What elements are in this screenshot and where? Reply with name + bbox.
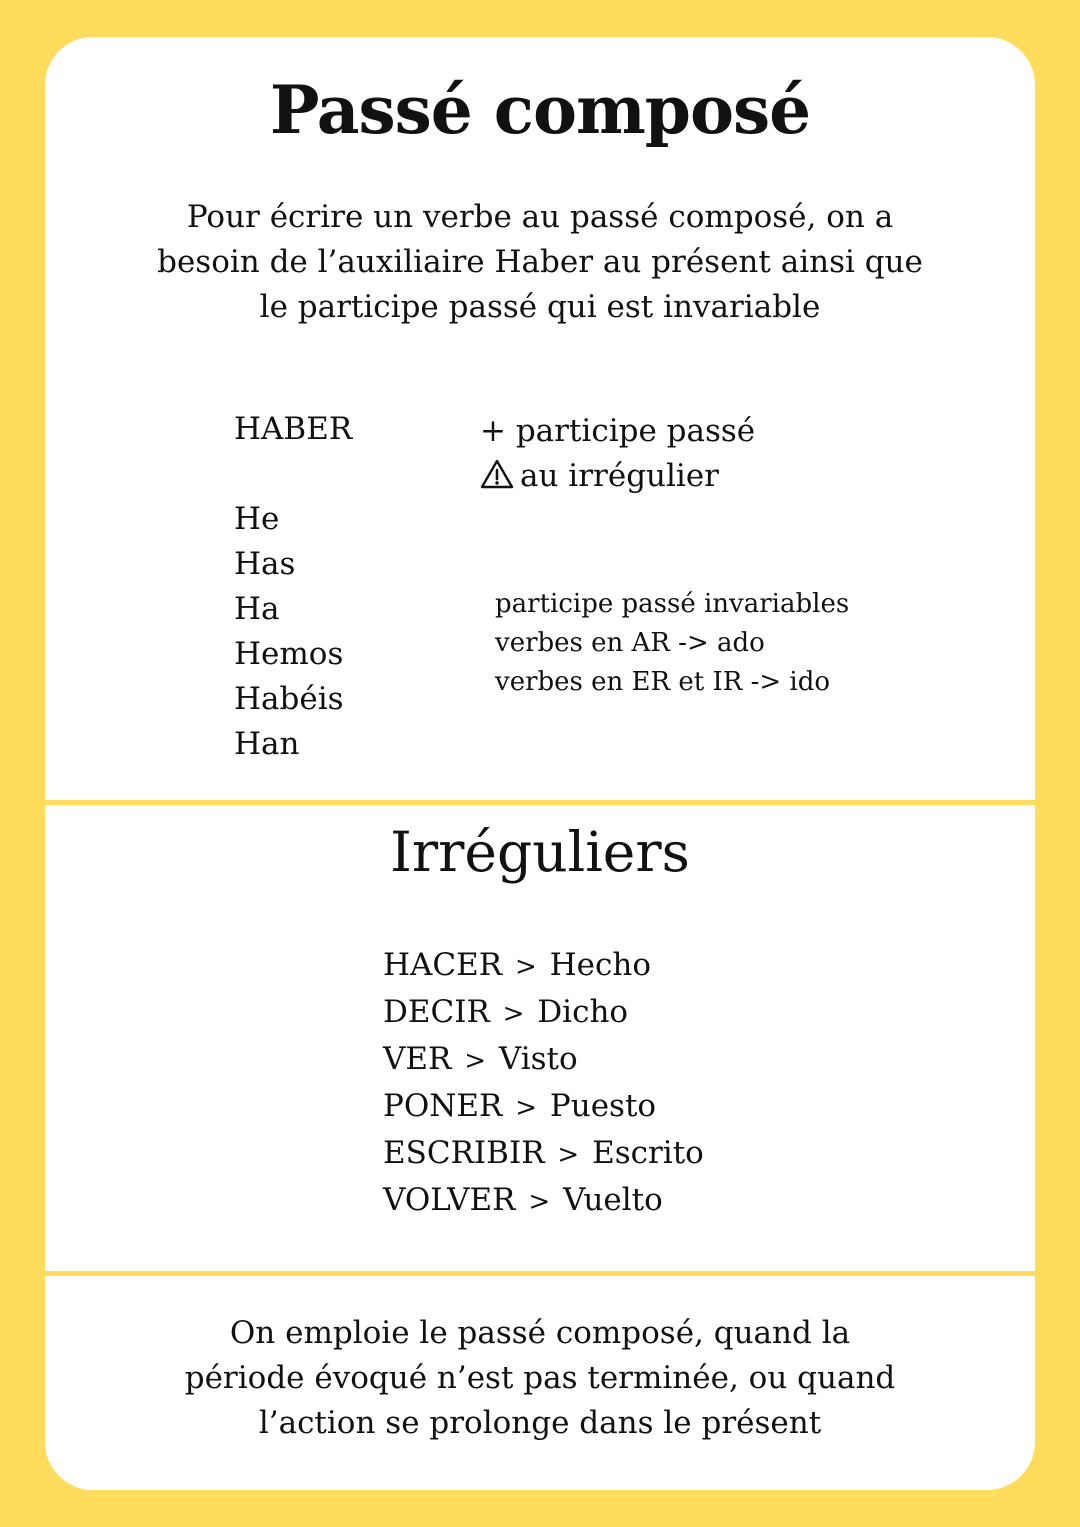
conjugation-item: Habéis xyxy=(234,681,344,717)
conjugation-item: Has xyxy=(234,546,296,582)
intro-line-2: besoin de l’auxiliaire Haber au présent ainsi que xyxy=(157,244,923,280)
page-title: Passé composé xyxy=(269,71,811,149)
conjugation-item: Ha xyxy=(234,591,280,627)
verb-participle: Hecho xyxy=(549,947,652,983)
arrow-separator: > xyxy=(557,1140,580,1170)
arrow-separator: > xyxy=(502,999,525,1029)
intro-line-3: le participe passé qui est invariable xyxy=(259,289,821,325)
arrow-separator: > xyxy=(515,1093,538,1123)
usage-line-2: période évoqué n’est pas terminée, ou quand xyxy=(184,1360,896,1396)
participe-notes xyxy=(495,585,849,702)
lesson-card xyxy=(45,37,1035,1490)
verb-participle: Visto xyxy=(498,1041,578,1077)
conjugation-item: Han xyxy=(234,726,300,762)
intro-line-1: Pour écrire un verbe au passé composé, on a xyxy=(186,199,894,235)
participe-warning-text: au irrégulier xyxy=(520,458,720,494)
arrow-separator: > xyxy=(464,1046,487,1076)
verb-participle: Dicho xyxy=(537,994,629,1030)
irregular-verb-item xyxy=(383,1037,704,1084)
irregular-verb-item xyxy=(383,1131,704,1178)
usage-paragraph xyxy=(105,1311,975,1446)
verb-infinitive: HACER xyxy=(383,947,503,983)
verb-participle: Vuelto xyxy=(563,1182,663,1218)
warning-triangle-icon xyxy=(480,459,514,489)
irregular-verbs-list xyxy=(383,943,704,1225)
arrow-separator: > xyxy=(528,1187,551,1217)
verb-infinitive: PONER xyxy=(383,1088,503,1124)
irregular-verb-item xyxy=(383,1084,704,1131)
verb-infinitive: VER xyxy=(383,1041,452,1077)
conjugation-item: Hemos xyxy=(234,636,344,672)
verb-participle: Escrito xyxy=(592,1135,704,1171)
irreguliers-title: Irréguliers xyxy=(390,820,690,884)
verb-infinitive: VOLVER xyxy=(383,1182,516,1218)
verb-participle: Puesto xyxy=(549,1088,657,1124)
haber-conjugation-list xyxy=(234,497,344,767)
usage-line-3: l’action se prolonge dans le présent xyxy=(258,1405,822,1441)
irregular-verb-item xyxy=(383,990,704,1037)
verb-infinitive: DECIR xyxy=(383,994,490,1030)
participe-column xyxy=(480,409,755,499)
note-item: participe passé invariables xyxy=(495,589,850,619)
intro-paragraph xyxy=(105,195,975,330)
participe-warning xyxy=(480,454,755,499)
section-divider xyxy=(45,800,1035,805)
irregular-verb-item xyxy=(383,1178,704,1225)
irregular-verb-item xyxy=(383,943,704,990)
note-item: verbes en ER et IR -> ido xyxy=(495,667,831,697)
participe-plus-label: + participe passé xyxy=(480,413,756,449)
conjugation-item: He xyxy=(234,501,280,537)
section-divider xyxy=(45,1271,1035,1276)
note-item: verbes en AR -> ado xyxy=(495,628,765,658)
haber-label: HABER xyxy=(234,411,353,447)
arrow-separator: > xyxy=(514,952,537,982)
usage-line-1: On emploie le passé composé, quand la xyxy=(229,1315,851,1351)
verb-infinitive: ESCRIBIR xyxy=(383,1135,545,1171)
